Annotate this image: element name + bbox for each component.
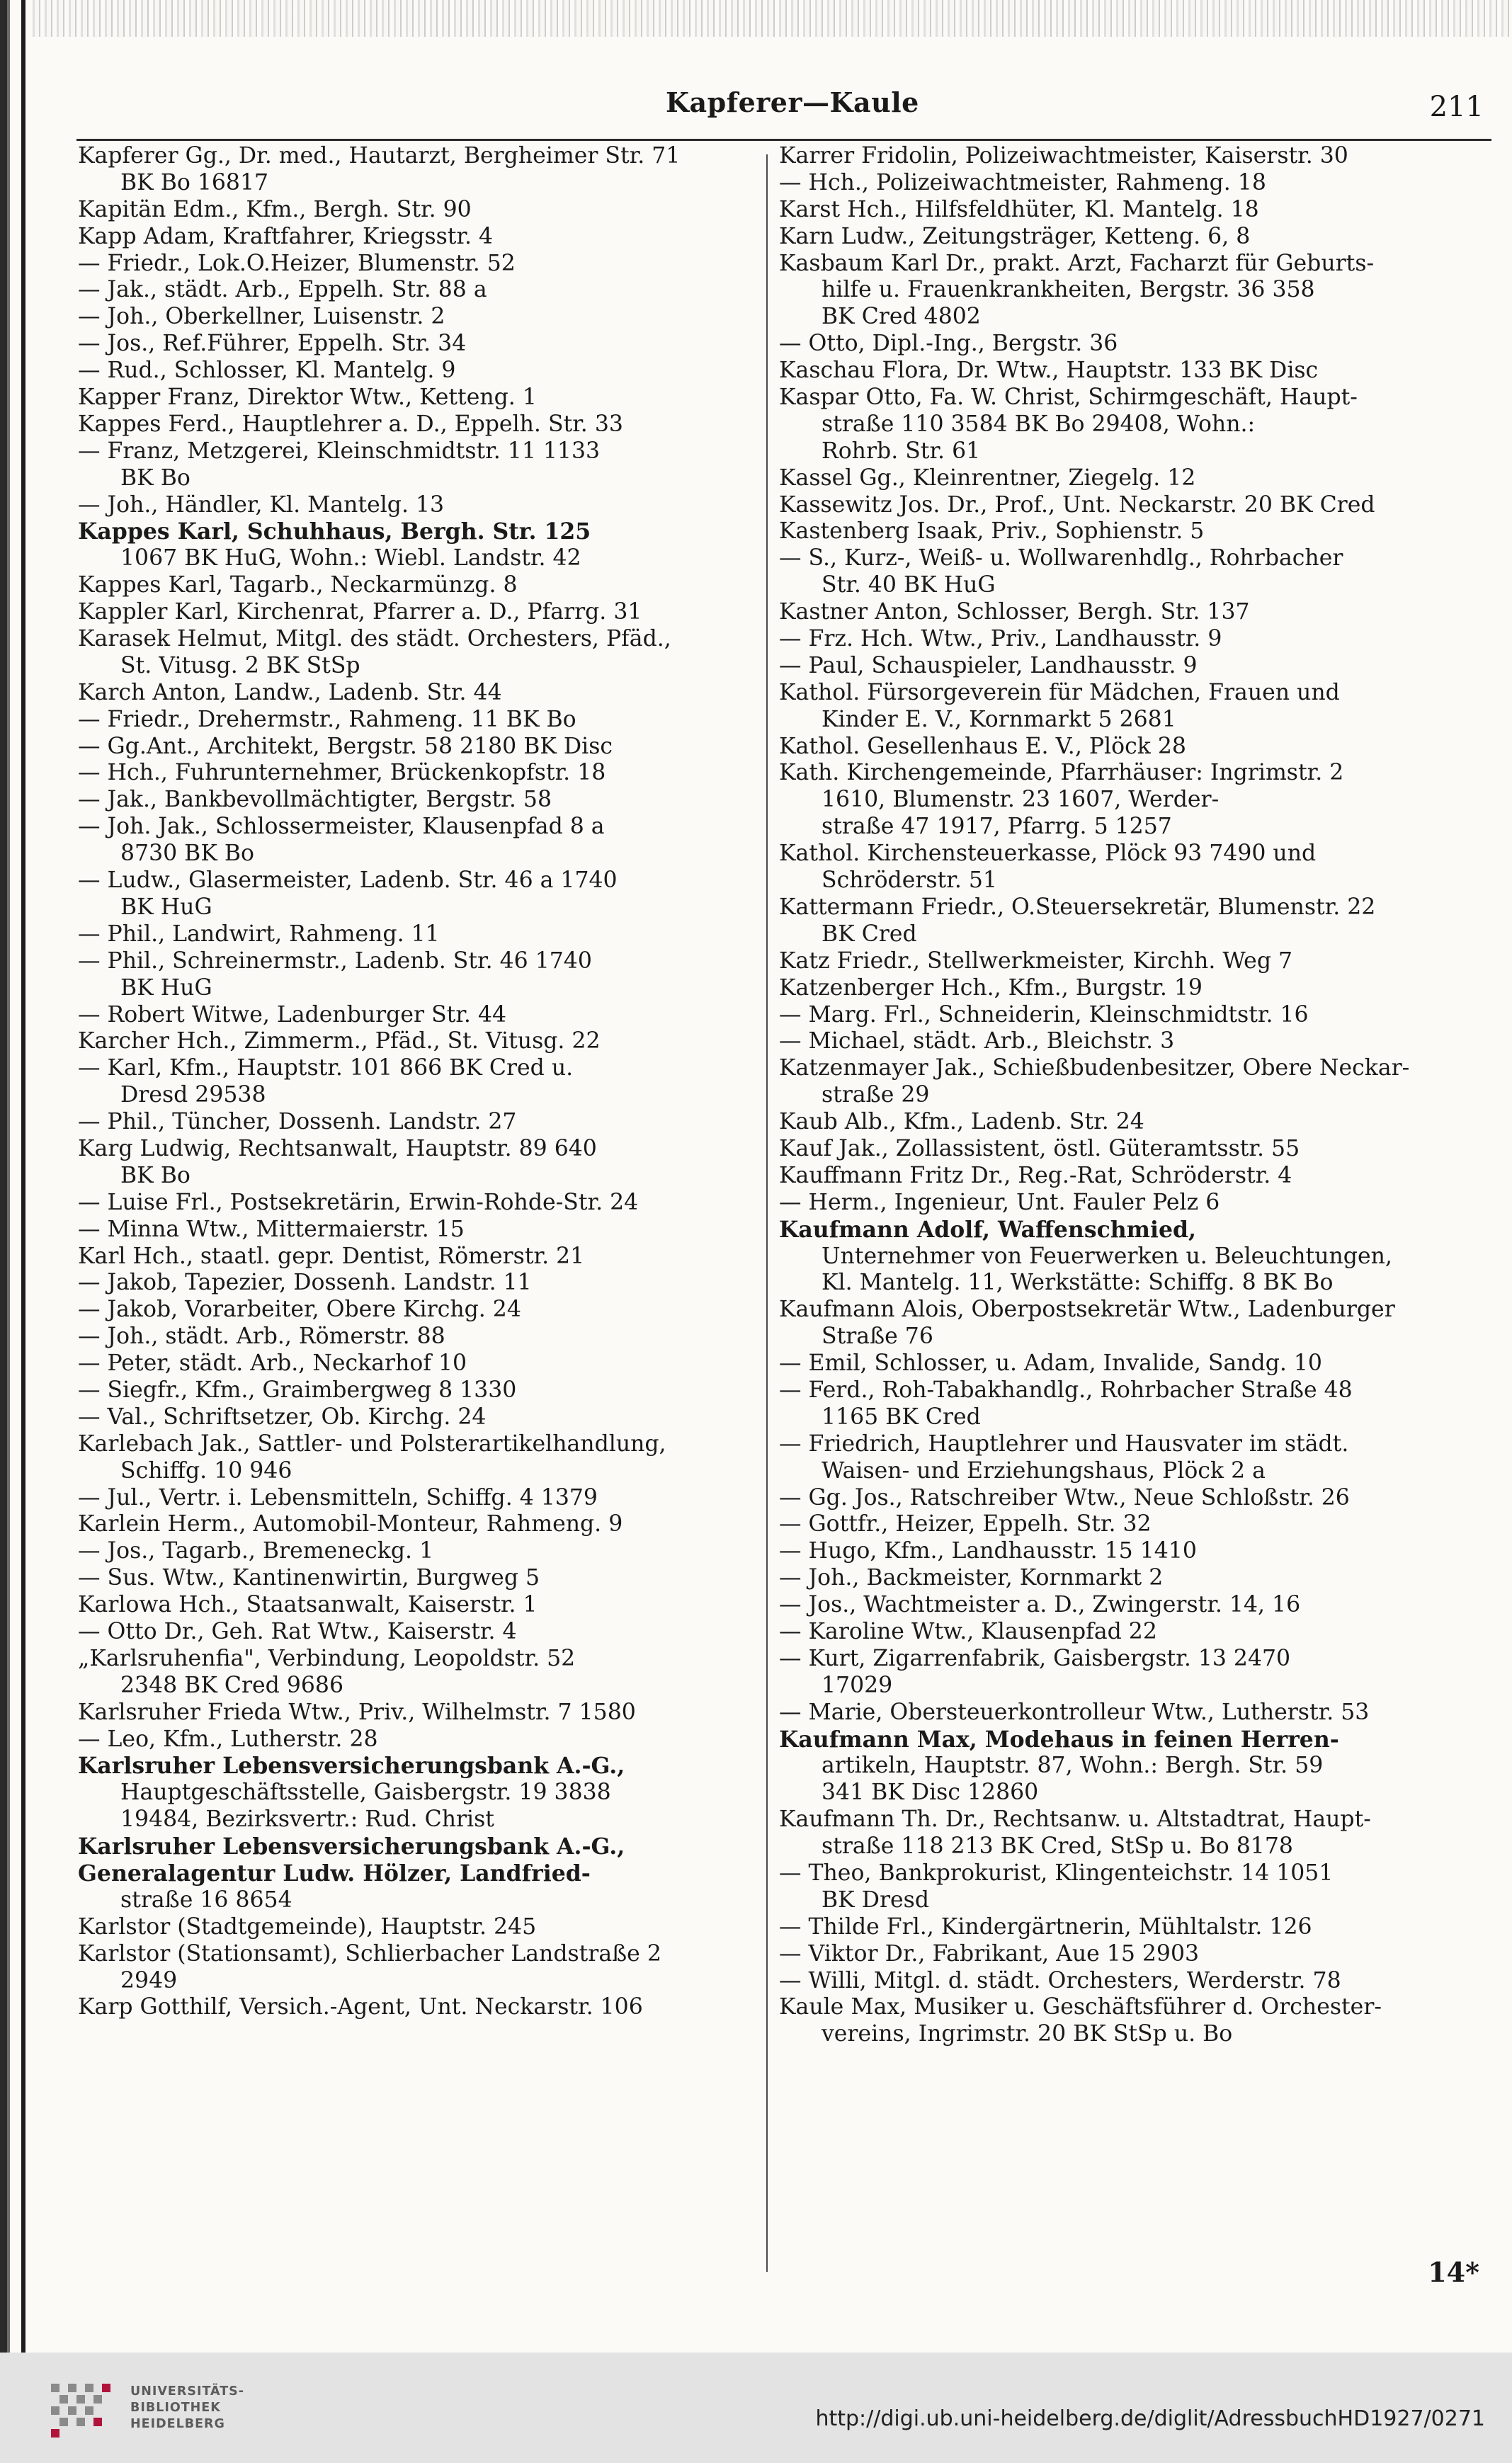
- viewer-footer: [0, 2353, 1512, 2463]
- directory-entry-line: BK Bo 16817: [120, 169, 269, 195]
- directory-entry-line: Karg Ludwig, Rechtsanwalt, Hauptstr. 89 640: [78, 1135, 597, 1161]
- directory-entry-line: — Minna Wtw., Mittermaierstr. 15: [78, 1216, 465, 1242]
- directory-entry-line: — Otto Dr., Geh. Rat Wtw., Kaiserstr. 4: [78, 1618, 517, 1644]
- signature-mark: 14*: [1428, 2256, 1479, 2288]
- directory-entry-line: Kauf Jak., Zollassistent, östl. Güteramtsstr. 55: [779, 1135, 1300, 1161]
- directory-entry-line: Kaule Max, Musiker u. Geschäftsführer d. Orchester-: [779, 1994, 1382, 2020]
- library-name-line: UNIVERSITÄTS-: [130, 2384, 245, 2399]
- directory-entry-line: Kathol. Gesellenhaus E. V., Plöck 28: [779, 733, 1186, 759]
- directory-entry-line: 1067 BK HuG, Wohn.: Wiebl. Landstr. 42: [120, 545, 581, 571]
- directory-entry-line: straße 110 3584 BK Bo 29408, Wohn.:: [822, 411, 1256, 437]
- directory-entry-line: Kaufmann Alois, Oberpostsekretär Wtw., Ladenburger: [779, 1297, 1395, 1323]
- directory-entry-line: Kaufmann Th. Dr., Rechtsanw. u. Altstadtrat, Haupt-: [779, 1807, 1371, 1833]
- directory-entry-line: BK Bo: [120, 1162, 191, 1188]
- directory-entry-line: Rohrb. Str. 61: [822, 438, 981, 464]
- directory-entry-line: BK Dresd: [822, 1887, 929, 1913]
- library-name-line: HEIDELBERG: [130, 2417, 225, 2431]
- directory-entry-line: straße 118 213 BK Cred, StSp u. Bo 8178: [822, 1833, 1293, 1860]
- directory-entry-line: — Friedr., Drehermstr., Rahmeng. 11 BK Bo: [78, 706, 576, 732]
- directory-entry-line: — Phil., Schreinermstr., Ladenb. Str. 46 1740: [78, 948, 592, 974]
- directory-entry-line: 17029: [822, 1672, 893, 1698]
- directory-entry-line: Karlstor (Stationsamt), Schlierbacher Landstraße 2: [78, 1940, 661, 1967]
- directory-entry-line: Karp Gotthilf, Versich.-Agent, Unt. Neckarstr. 106: [78, 1994, 643, 2020]
- directory-entry-line: Kathol. Kirchensteuerkasse, Plöck 93 7490 und: [779, 841, 1317, 867]
- directory-entry-line: — Jos., Wachtmeister a. D., Zwingerstr. 14, 16: [779, 1592, 1301, 1618]
- directory-entry-line: BK Bo: [120, 465, 191, 491]
- directory-entry-line: Kapitän Edm., Kfm., Bergh. Str. 90: [78, 196, 472, 222]
- directory-entry-line: Karn Ludw., Zeitungsträger, Ketteng. 6, 8: [779, 223, 1251, 249]
- directory-entry-line: — Ludw., Glasermeister, Ladenb. Str. 46 a 1740: [78, 868, 618, 894]
- directory-entry-line: Kinder E. V., Kornmarkt 5 2681: [822, 706, 1176, 732]
- directory-entry-line: — Michael, städt. Arb., Bleichstr. 3: [779, 1028, 1175, 1054]
- directory-entry-line: Kauffmann Fritz Dr., Reg.-Rat, Schröderstr. 4: [779, 1162, 1292, 1188]
- directory-entry-line: — Sus. Wtw., Kantinenwirtin, Burgweg 5: [78, 1565, 540, 1591]
- directory-entry-line: 19484, Bezirksvertr.: Rud. Christ: [120, 1807, 494, 1833]
- directory-entry-line: — Thilde Frl., Kindergärtnerin, Mühltalstr. 126: [779, 1913, 1312, 1940]
- directory-entry-line: Kasbaum Karl Dr., prakt. Arzt, Facharzt für Geburts-: [779, 250, 1375, 276]
- directory-entry-line: — Frz. Hch. Wtw., Priv., Landhausstr. 9: [779, 626, 1222, 652]
- directory-entry-line: — Jak., Bankbevollmächtigter, Bergstr. 58: [78, 787, 552, 813]
- directory-entry-line: Katz Friedr., Stellwerkmeister, Kirchh. Weg 7: [779, 948, 1293, 974]
- directory-entry-line: 2348 BK Cred 9686: [120, 1672, 344, 1698]
- directory-entry-line: Kathol. Fürsorgeverein für Mädchen, Frauen und: [779, 679, 1340, 705]
- directory-entry-line: — Marg. Frl., Schneiderin, Kleinschmidtstr. 16: [779, 1001, 1309, 1028]
- directory-entry-line: straße 16 8654: [120, 1887, 292, 1913]
- directory-entry-line: — Jakob, Vorarbeiter, Obere Kirchg. 24: [78, 1297, 521, 1323]
- directory-entry-line: — Hugo, Kfm., Landhausstr. 15 1410: [779, 1538, 1197, 1564]
- page-binding-edge: [0, 0, 33, 2353]
- directory-entry-line: — Hch., Polizeiwachtmeister, Rahmeng. 18: [779, 169, 1266, 195]
- directory-entry-line: Unternehmer von Feuerwerken u. Beleuchtungen,: [822, 1243, 1392, 1269]
- directory-entry-line: — Jos., Ref.Führer, Eppelh. Str. 34: [78, 331, 467, 357]
- directory-entry-line: Karlstor (Stadtgemeinde), Hauptstr. 245: [78, 1913, 537, 1940]
- directory-entry-line: Str. 40 BK HuG: [822, 572, 996, 598]
- directory-entry-line: — Emil, Schlosser, u. Adam, Invalide, Sandg. 10: [779, 1350, 1322, 1377]
- library-name: [130, 2384, 244, 2433]
- directory-entry-line: Katzenberger Hch., Kfm., Burgstr. 19: [779, 974, 1203, 1001]
- directory-entry-line: — Viktor Dr., Fabrikant, Aue 15 2903: [779, 1940, 1200, 1967]
- directory-entry-line: straße 29: [822, 1082, 930, 1108]
- directory-entry-line: BK HuG: [120, 894, 212, 920]
- directory-entry-line: Kappler Karl, Kirchenrat, Pfarrer a. D., Pfarrg. 31: [78, 599, 642, 625]
- directory-entry-line: — S., Kurz-, Weiß- u. Wollwarenhdlg., Rohrbacher: [779, 545, 1343, 571]
- directory-entry-line: hilfe u. Frauenkrankheiten, Bergstr. 36 358: [822, 277, 1315, 303]
- directory-entry-line: Karlsruher Lebensversicherungsbank A.-G.,: [78, 1833, 625, 1860]
- directory-entry-line: — Rud., Schlosser, Kl. Mantelg. 9: [78, 358, 456, 384]
- university-library-logo-icon: [51, 2384, 110, 2438]
- directory-entry-line: Kassewitz Jos. Dr., Prof., Unt. Neckarstr. 20 BK Cred: [779, 491, 1375, 518]
- directory-entry-line: Kastenberg Isaak, Priv., Sophienstr. 5: [779, 518, 1205, 545]
- directory-entry-line: Schiffg. 10 946: [120, 1457, 292, 1484]
- directory-entry-line: „Karlsruhenfia", Verbindung, Leopoldstr. 52: [78, 1645, 576, 1671]
- directory-entry-line: Kastner Anton, Schlosser, Bergh. Str. 137: [779, 599, 1250, 625]
- directory-entry-line: — Joh., städt. Arb., Römerstr. 88: [78, 1324, 445, 1350]
- directory-entry-line: — Willi, Mitgl. d. städt. Orchesters, Werderstr. 78: [779, 1967, 1341, 1993]
- directory-entry-line: — Hch., Fuhrunternehmer, Brückenkopfstr. 18: [78, 760, 606, 786]
- directory-entry-line: — Jak., städt. Arb., Eppelh. Str. 88 a: [78, 277, 487, 303]
- directory-entry-line: — Karl, Kfm., Hauptstr. 101 866 BK Cred u.: [78, 1055, 574, 1081]
- directory-entry-line: — Jul., Vertr. i. Lebensmitteln, Schiffg. 4 1379: [78, 1484, 598, 1511]
- directory-entry-line: artikeln, Hauptstr. 87, Wohn.: Bergh. Str. 59: [822, 1753, 1324, 1779]
- header-rule: [76, 139, 1491, 141]
- directory-entry-line: Dresd 29538: [120, 1082, 266, 1108]
- directory-entry-line: Kapferer Gg., Dr. med., Hautarzt, Bergheimer Str. 71: [78, 143, 681, 169]
- directory-entry-line: 1165 BK Cred: [822, 1404, 981, 1430]
- directory-entry-line: Kapp Adam, Kraftfahrer, Kriegsstr. 4: [78, 223, 494, 249]
- directory-entry-line: — Jos., Tagarb., Bremeneckg. 1: [78, 1538, 434, 1564]
- directory-entry-line: — Peter, städt. Arb., Neckarhof 10: [78, 1350, 467, 1377]
- directory-entry-line: Karlowa Hch., Staatsanwalt, Kaiserstr. 1: [78, 1592, 538, 1618]
- directory-entry-line: — Joh., Oberkellner, Luisenstr. 2: [78, 304, 445, 330]
- directory-entry-line: 341 BK Disc 12860: [822, 1780, 1039, 1806]
- directory-entry-line: Kappes Karl, Schuhhaus, Bergh. Str. 125: [78, 518, 591, 545]
- directory-entry-line: Karlebach Jak., Sattler- und Polsterartikelhandlung,: [78, 1430, 666, 1457]
- directory-entry-line: — Otto, Dipl.-Ing., Bergstr. 36: [779, 331, 1118, 357]
- directory-entry-line: Karrer Fridolin, Polizeiwachtmeister, Kaiserstr. 30: [779, 143, 1348, 169]
- directory-entry-line: Kapper Franz, Direktor Wtw., Ketteng. 1: [78, 385, 537, 411]
- directory-entry-line: Kath. Kirchengemeinde, Pfarrhäuser: Ingrimstr. 2: [779, 760, 1344, 786]
- directory-entry-line: Hauptgeschäftsstelle, Gaisbergstr. 19 3838: [120, 1780, 611, 1806]
- directory-entry-line: 1610, Blumenstr. 23 1607, Werder-: [822, 787, 1220, 813]
- directory-entry-line: BK Cred: [822, 921, 917, 947]
- directory-entry-line: — Joh. Jak., Schlossermeister, Klausenpfad 8 a: [78, 814, 605, 840]
- directory-entry-line: — Kurt, Zigarrenfabrik, Gaisbergstr. 13 2470: [779, 1645, 1291, 1671]
- directory-entry-line: — Gottfr., Heizer, Eppelh. Str. 32: [779, 1511, 1152, 1537]
- directory-entry-line: BK Cred 4802: [822, 304, 981, 330]
- directory-entry-line: straße 47 1917, Pfarrg. 5 1257: [822, 814, 1172, 840]
- directory-entry-line: Karlsruher Lebensversicherungsbank A.-G.,: [78, 1753, 625, 1780]
- source-url-link[interactable]: http://digi.ub.uni-heidelberg.de/diglit/AdressbuchHD1927/0271: [815, 2406, 1485, 2431]
- directory-entry-line: Kl. Mantelg. 11, Werkstätte: Schiffg. 8 BK Bo: [822, 1270, 1334, 1296]
- directory-entry-line: Kappes Ferd., Hauptlehrer a. D., Eppelh. Str. 33: [78, 411, 623, 437]
- directory-entry-line: Kaspar Otto, Fa. W. Christ, Schirmgeschäft, Haupt-: [779, 385, 1358, 411]
- directory-entry-line: Kaschau Flora, Dr. Wtw., Hauptstr. 133 BK Disc: [779, 358, 1319, 384]
- directory-entry-line: Kassel Gg., Kleinrentner, Ziegelg. 12: [779, 465, 1196, 491]
- directory-entry-line: — Val., Schriftsetzer, Ob. Kirchg. 24: [78, 1404, 487, 1430]
- directory-entry-line: — Robert Witwe, Ladenburger Str. 44: [78, 1001, 507, 1028]
- directory-entry-line: — Theo, Bankprokurist, Klingenteichstr. 14 1051: [779, 1860, 1334, 1886]
- directory-entry-line: — Joh., Backmeister, Kornmarkt 2: [779, 1565, 1164, 1591]
- directory-entry-line: 8730 BK Bo: [120, 841, 254, 867]
- directory-entry-line: — Marie, Obersteuerkontrolleur Wtw., Lutherstr. 53: [779, 1699, 1370, 1725]
- directory-entry-line: — Siegfr., Kfm., Graimbergweg 8 1330: [78, 1377, 517, 1403]
- directory-entry-line: Karch Anton, Landw., Ladenb. Str. 44: [78, 679, 502, 705]
- directory-entry-line: — Ferd., Roh-Tabakhandlg., Rohrbacher Straße 48: [779, 1377, 1353, 1403]
- page-number: 211: [1429, 91, 1484, 123]
- directory-entry-line: Straße 76: [822, 1324, 933, 1350]
- directory-entry-line: BK HuG: [120, 974, 212, 1001]
- directory-entry-line: — Joh., Händler, Kl. Mantelg. 13: [78, 491, 445, 518]
- directory-entry-line: Kaufmann Adolf, Waffenschmied,: [779, 1216, 1196, 1243]
- directory-entry-line: Karst Hch., Hilfsfeldhüter, Kl. Mantelg. 18: [779, 196, 1259, 222]
- directory-entry-line: Karcher Hch., Zimmerm., Pfäd., St. Vitusg. 22: [78, 1028, 601, 1054]
- directory-entry-line: Waisen- und Erziehungshaus, Plöck 2 a: [822, 1457, 1266, 1484]
- directory-entry-line: — Phil., Tüncher, Dossenh. Landstr. 27: [78, 1109, 517, 1135]
- directory-entry-line: — Herm., Ingenieur, Unt. Fauler Pelz 6: [779, 1189, 1220, 1215]
- directory-entry-line: — Franz, Metzgerei, Kleinschmidtstr. 11 1133: [78, 438, 601, 464]
- directory-entry-line: 2949: [120, 1967, 178, 1993]
- library-name-line: BIBLIOTHEK: [130, 2401, 221, 2415]
- directory-entry-line: — Paul, Schauspieler, Landhausstr. 9: [779, 652, 1198, 678]
- directory-entry-line: Karl Hch., staatl. gepr. Dentist, Römerstr. 21: [78, 1243, 585, 1269]
- left-column: [78, 143, 758, 2021]
- directory-entry-line: Schröderstr. 51: [822, 868, 997, 894]
- directory-entry-line: St. Vitusg. 2 BK StSp: [120, 652, 360, 678]
- directory-entry-line: Karasek Helmut, Mitgl. des städt. Orchesters, Pfäd.,: [78, 626, 671, 652]
- directory-entry-line: — Luise Frl., Postsekretärin, Erwin-Rohde-Str. 24: [78, 1189, 639, 1215]
- directory-entry-line: Kattermann Friedr., O.Steuersekretär, Blumenstr. 22: [779, 894, 1376, 920]
- directory-entry-line: — Leo, Kfm., Lutherstr. 28: [78, 1726, 378, 1752]
- directory-entry-line: Kappes Karl, Tagarb., Neckarmünzg. 8: [78, 572, 518, 598]
- running-title: Kapferer—Kaule: [666, 86, 919, 118]
- directory-entry-line: — Friedrich, Hauptlehrer und Hausvater im städt.: [779, 1430, 1349, 1457]
- directory-entry-line: — Karoline Wtw., Klausenpfad 22: [779, 1618, 1157, 1644]
- column-divider: [766, 154, 768, 2272]
- directory-entry-line: — Friedr., Lok.O.Heizer, Blumenstr. 52: [78, 250, 516, 276]
- directory-entry-line: — Gg.Ant., Architekt, Bergstr. 58 2180 BK Disc: [78, 733, 613, 759]
- directory-entry-line: Kaufmann Max, Modehaus in feinen Herren-: [779, 1726, 1339, 1753]
- directory-entry-line: — Phil., Landwirt, Rahmeng. 11: [78, 921, 440, 947]
- right-column: [779, 143, 1494, 2048]
- directory-entry-line: Karlein Herm., Automobil-Monteur, Rahmeng. 9: [78, 1511, 623, 1537]
- directory-entry-line: Karlsruher Frieda Wtw., Priv., Wilhelmstr. 7 1580: [78, 1699, 636, 1725]
- directory-entry-line: — Gg. Jos., Ratschreiber Wtw., Neue Schloßstr. 26: [779, 1484, 1350, 1511]
- directory-entry-line: Kaub Alb., Kfm., Ladenb. Str. 24: [779, 1109, 1144, 1135]
- directory-entry-line: vereins, Ingrimstr. 20 BK StSp u. Bo: [822, 2021, 1233, 2047]
- page-top-edge: [33, 0, 1512, 37]
- directory-entry-line: Generalagentur Ludw. Hölzer, Landfried-: [78, 1860, 591, 1887]
- directory-entry-line: — Jakob, Tapezier, Dossenh. Landstr. 11: [78, 1270, 532, 1296]
- directory-entry-line: Katzenmayer Jak., Schießbudenbesitzer, Obere Neckar-: [779, 1055, 1410, 1081]
